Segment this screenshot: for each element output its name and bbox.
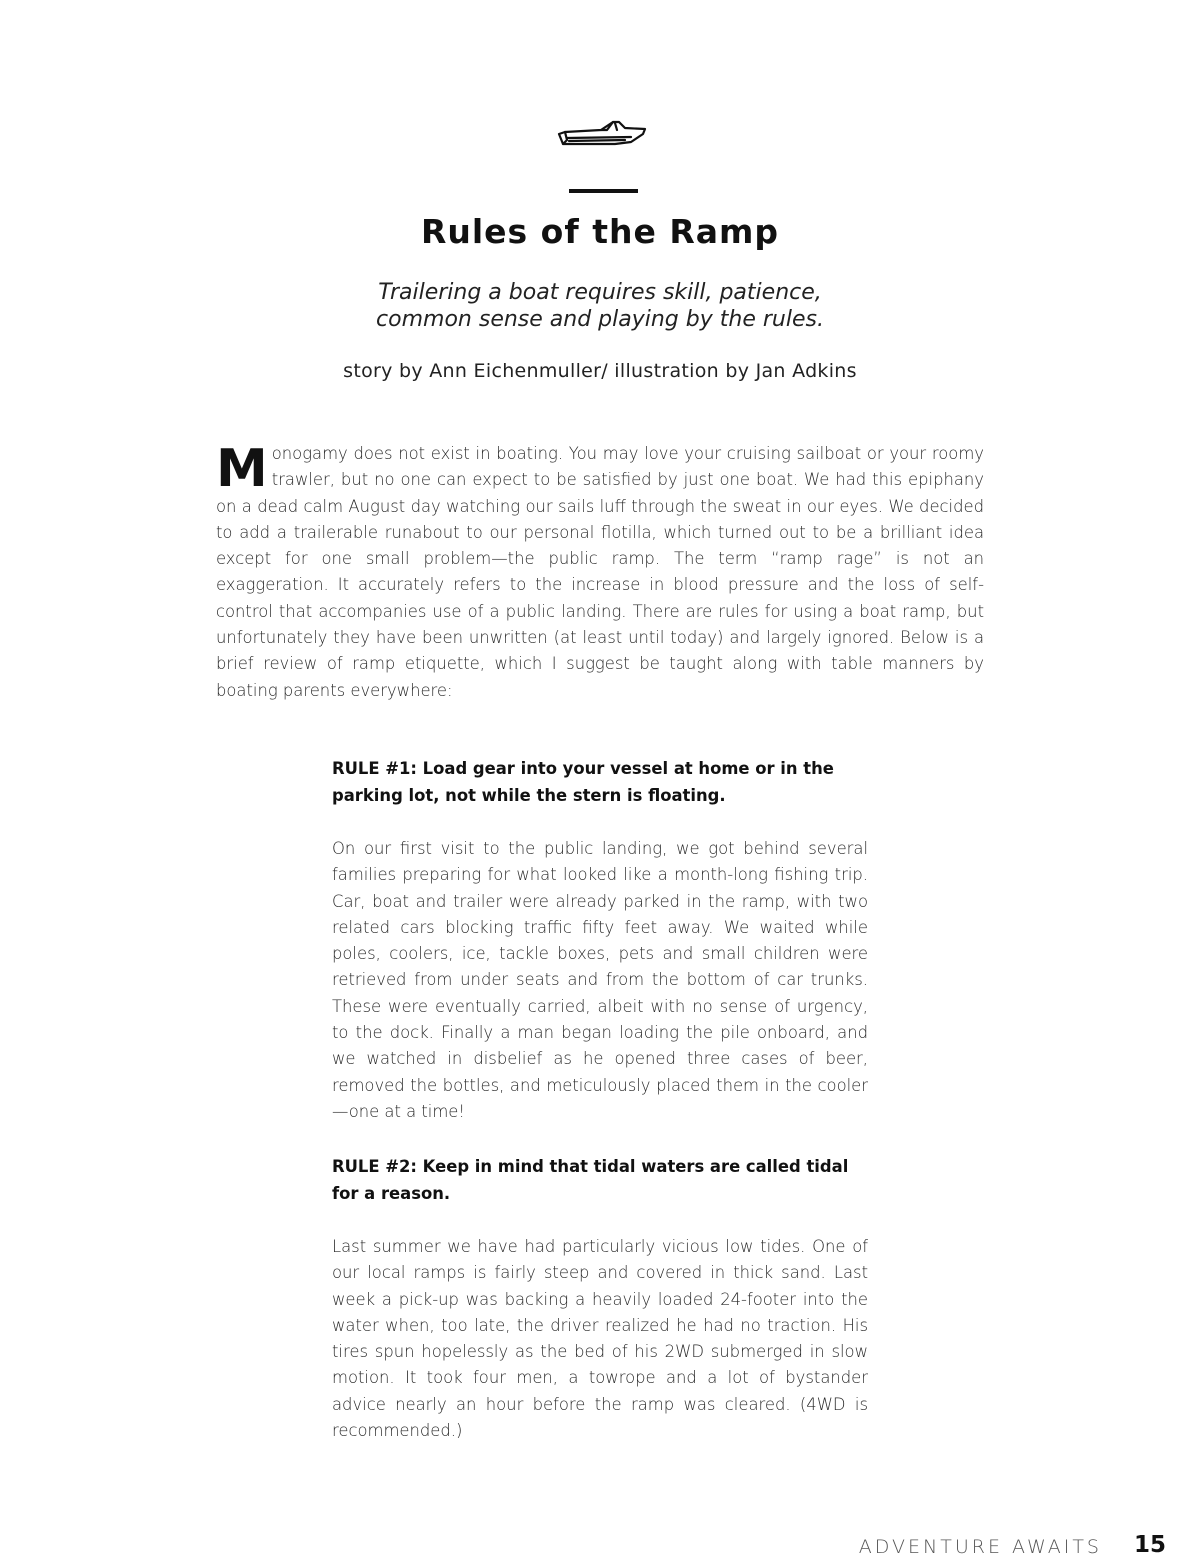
page-number: 15 [1133,1532,1166,1558]
footer-section-label: ADVENTURE AWAITS [858,1536,1102,1558]
intro-text: onogamy does not exist in boating. You may love your cruising sailboat or your roomy trawler, but no one can expect to be satisfied by just one boat. We had this epiphany on a dead calm August day watching our sails luff through the sweat in our eyes. We decided to add a trailerable runabout to our personal flotilla, which turned out to be a brilliant idea except for one small problem—the public ramp. The term “ramp rage” is not an exaggeration. It accurately refers to the increase in blood pressure and the loss of self-control that accompanies use of a public landing. There are rules for using a boat ramp, but unfortunately they have been unwritten (at least until today) and largely ignored. Below is a brief review of ramp etiquette, which I suggest be taught along with table manners by boating parents everywhere: [216,444,984,700]
article-byline: story by Ann Eichenmuller/ illustration by Jan Adkins [343,360,857,382]
rule-heading: RULE #2: Keep in mind that tidal waters are called tidal for a reason. [332,1157,849,1203]
intro-paragraph [216,441,984,704]
rule-body: Last summer we have had particularly vicious low tides. One of our local ramps is fairly steep and covered in thick sand. Last week a pick-up was backing a heavily loaded 24-footer into the water when, too late, the driver realized he had no traction. His tires spun hopelessly as the bed of his 2WD submerged in slow motion. It took four men, a towrope and a lot of bystander advice nearly an hour before the ramp was cleared. (4WD is recommended.) [332,1237,868,1441]
subtitle-line: common sense and playing by the rules. [376,307,824,332]
rule-heading: RULE #1: Load gear into your vessel at home or in the parking lot, not while the stern is floating. [332,759,834,805]
rule-body: On our first visit to the public landing, we got behind several families preparing for what looked like a month-long fishing trip. Car, boat and trailer were already parked in the ramp, with two related cars blocking traffic fifty feet away. We waited while poles, coolers, ice, tackle boxes, pets and small children were retrieved from under seats and from the bottom of car trunks. These were eventually carried, albeit with no sense of urgency, to the dock. Finally a man began loading the pile onboard, and we watched in disbelief as he opened three cases of beer, removed the bottles, and meticulously placed them in the cooler—one at a time! [332,839,868,1121]
drop-cap: M [216,439,268,499]
title-rule-bar [569,189,638,193]
subtitle-line: Trailering a boat requires skill, patience, [378,280,822,305]
rule-section-2 [332,1154,868,1444]
article-title: Rules of the Ramp [420,212,780,251]
article-subtitle [0,279,1200,333]
rule-section-1 [332,756,868,1125]
speedboat-icon [555,118,649,152]
